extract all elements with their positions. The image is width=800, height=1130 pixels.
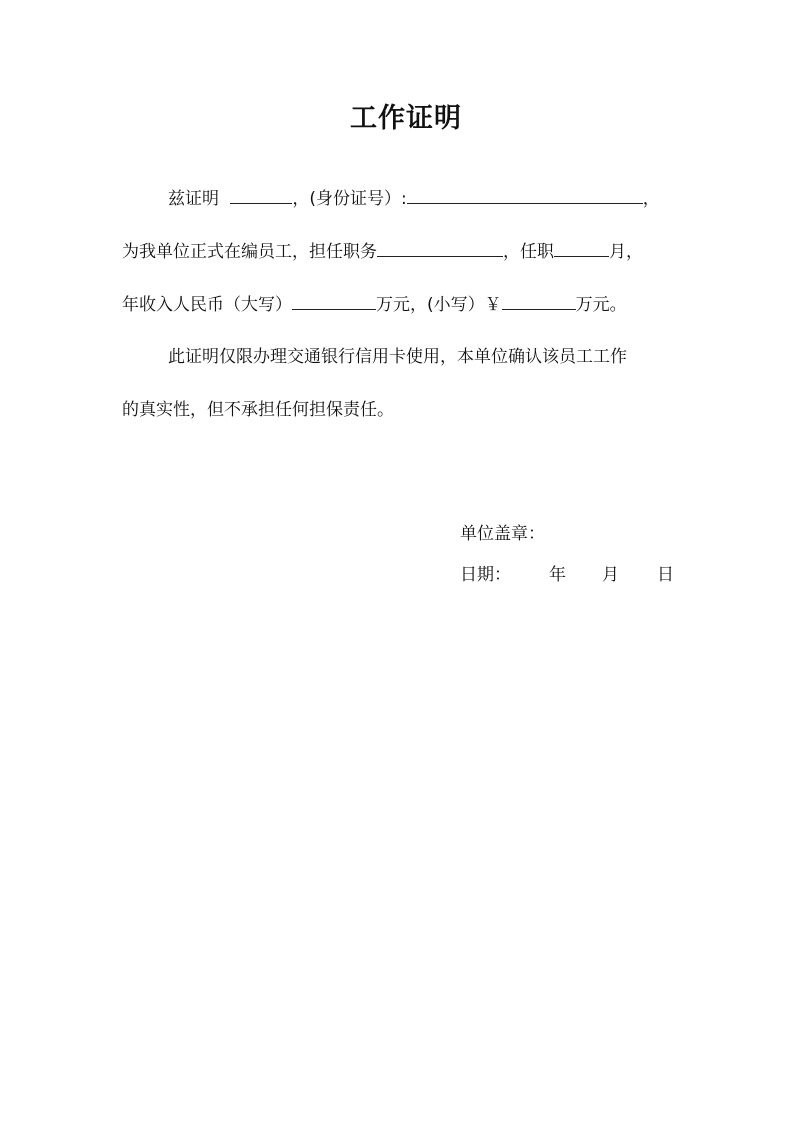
id-number-blank [407, 185, 643, 204]
position-blank [377, 238, 503, 257]
income-prefix: 年收入人民币（大写） [122, 295, 292, 315]
income-lower-blank [502, 291, 576, 310]
tenure-blank [554, 238, 609, 257]
disclaimer-line: 的真实性，但不承担任何担保责任。 [122, 400, 394, 420]
usage-line: 此证明仅限办理交通银行信用卡使用，本单位确认该员工工作 [168, 347, 627, 367]
line1-end: ， [642, 189, 660, 209]
certify-line [168, 185, 660, 211]
date-label: 日期： [460, 565, 511, 585]
name-blank [230, 185, 292, 204]
certify-prefix: 兹证明 [168, 189, 219, 209]
date-line [460, 563, 674, 587]
income-mid: 万元，(小写）￥ [376, 295, 502, 315]
income-line [122, 291, 627, 317]
line2-end: 月， [609, 242, 643, 262]
line3-end: 万元。 [575, 295, 627, 315]
income-upper-blank [292, 291, 376, 310]
id-label: ，(身份证号）: [292, 189, 407, 209]
date-year: 年 [549, 565, 566, 585]
employment-line [122, 238, 643, 264]
employment-prefix: 为我单位正式在编员工，担任职务 [122, 242, 377, 262]
seal-label: 单位盖章： [460, 524, 545, 544]
tenure-label: ，任职 [503, 242, 554, 262]
date-month: 月 [602, 565, 619, 585]
document-title: 工作证明 [350, 103, 462, 134]
date-day: 日 [657, 565, 674, 585]
